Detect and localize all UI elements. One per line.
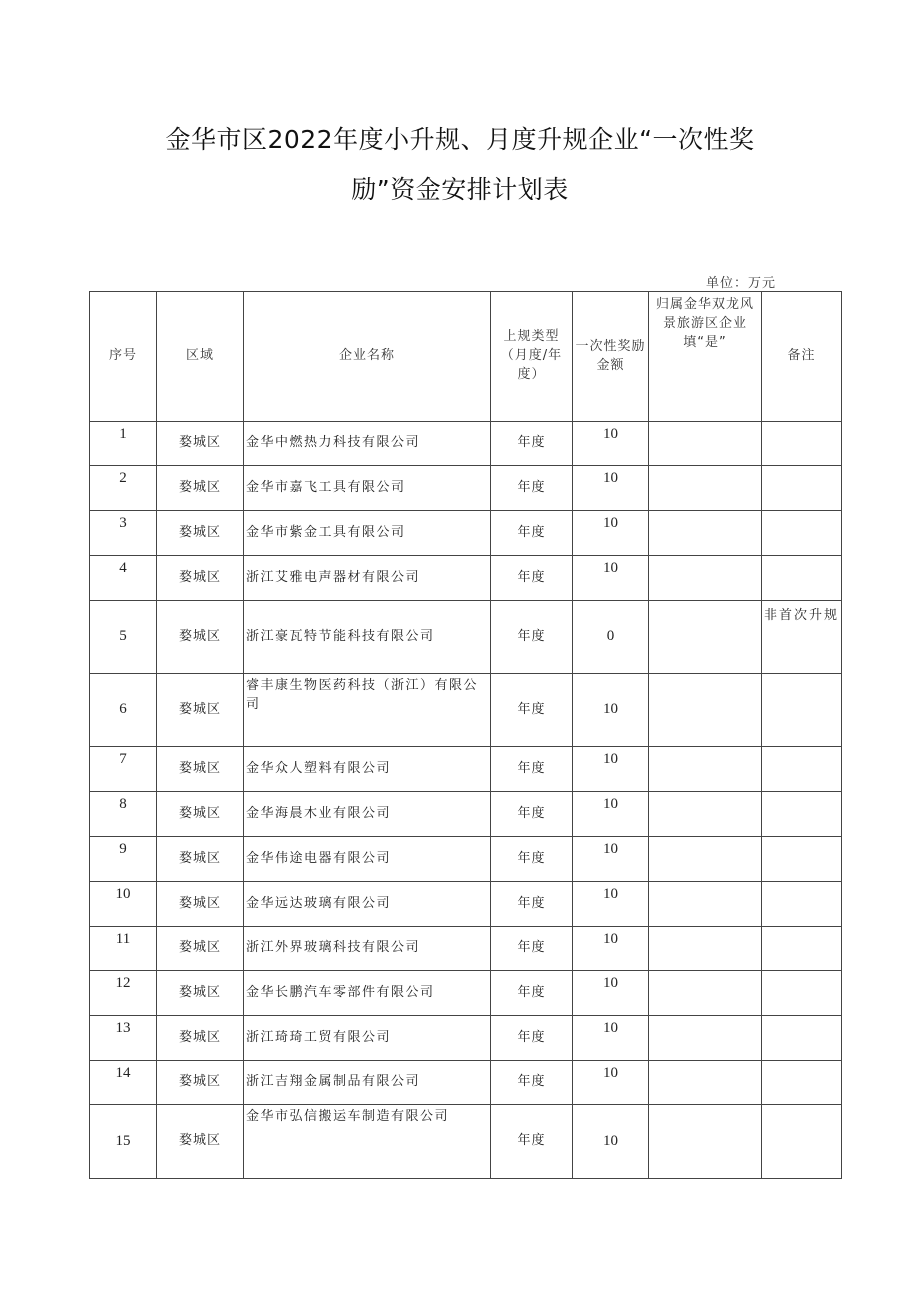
row-type: 年度 — [491, 837, 573, 882]
row-company: 金华市紫金工具有限公司 — [244, 511, 491, 556]
row-amount: 0 — [573, 601, 649, 674]
row-scenic — [649, 466, 762, 511]
row-type: 年度 — [491, 971, 573, 1016]
row-seq: 13 — [90, 1016, 157, 1061]
row-scenic — [649, 556, 762, 601]
row-scenic — [649, 674, 762, 747]
row-district: 婺城区 — [157, 1061, 244, 1105]
table-row — [90, 466, 842, 511]
row-amount: 10 — [573, 674, 649, 747]
row-scenic — [649, 927, 762, 971]
row-district: 婺城区 — [157, 601, 244, 674]
row-remark — [762, 882, 842, 927]
row-company: 金华众人塑料有限公司 — [244, 747, 491, 792]
header-seq: 序号 — [90, 292, 157, 422]
table-row — [90, 792, 842, 837]
row-scenic — [649, 837, 762, 882]
table-row — [90, 422, 842, 466]
table-row — [90, 511, 842, 556]
header-company: 企业名称 — [244, 292, 491, 422]
row-amount: 10 — [573, 1061, 649, 1105]
row-district: 婺城区 — [157, 466, 244, 511]
row-district: 婺城区 — [157, 747, 244, 792]
table-row — [90, 1061, 842, 1105]
row-remark — [762, 674, 842, 747]
table-row — [90, 882, 842, 927]
row-scenic — [649, 971, 762, 1016]
row-company: 浙江吉翔金属制品有限公司 — [244, 1061, 491, 1105]
table-row — [90, 927, 842, 971]
header-amount: 一次性奖励金额 — [573, 292, 649, 422]
row-remark — [762, 1105, 842, 1179]
row-seq: 12 — [90, 971, 157, 1016]
row-company: 金华长鹏汽车零部件有限公司 — [244, 971, 491, 1016]
row-remark — [762, 971, 842, 1016]
row-seq: 8 — [90, 792, 157, 837]
row-remark — [762, 927, 842, 971]
row-seq: 2 — [90, 466, 157, 511]
table-row — [90, 837, 842, 882]
row-scenic — [649, 747, 762, 792]
row-seq: 3 — [90, 511, 157, 556]
row-company: 睿丰康生物医药科技（浙江）有限公司 — [244, 674, 491, 747]
row-scenic — [649, 601, 762, 674]
table-row — [90, 601, 842, 674]
table-header-row — [90, 292, 842, 422]
row-amount: 10 — [573, 837, 649, 882]
row-seq: 7 — [90, 747, 157, 792]
row-amount: 10 — [573, 511, 649, 556]
row-amount: 10 — [573, 971, 649, 1016]
row-amount: 10 — [573, 882, 649, 927]
table-row — [90, 747, 842, 792]
row-remark — [762, 792, 842, 837]
row-seq: 9 — [90, 837, 157, 882]
row-district: 婺城区 — [157, 511, 244, 556]
document-title-line-2: 励”资金安排计划表 — [351, 175, 569, 204]
row-amount: 10 — [573, 1105, 649, 1179]
row-company: 金华中燃热力科技有限公司 — [244, 422, 491, 466]
row-remark — [762, 556, 842, 601]
row-seq: 1 — [90, 422, 157, 466]
row-amount: 10 — [573, 556, 649, 601]
row-remark — [762, 1061, 842, 1105]
row-type: 年度 — [491, 927, 573, 971]
row-type: 年度 — [491, 1061, 573, 1105]
row-district: 婺城区 — [157, 837, 244, 882]
header-scenic: 归属金华双龙风景旅游区企业填“是” — [649, 292, 762, 422]
row-scenic — [649, 511, 762, 556]
row-seq: 11 — [90, 927, 157, 971]
row-remark — [762, 511, 842, 556]
table-row — [90, 971, 842, 1016]
row-seq: 14 — [90, 1061, 157, 1105]
row-company: 浙江豪瓦特节能科技有限公司 — [244, 601, 491, 674]
row-type: 年度 — [491, 556, 573, 601]
table-row — [90, 1105, 842, 1179]
row-type: 年度 — [491, 674, 573, 747]
row-remark: 非首次升规 — [762, 601, 842, 674]
row-company: 浙江外界玻璃科技有限公司 — [244, 927, 491, 971]
row-scenic — [649, 1061, 762, 1105]
row-company: 金华伟途电器有限公司 — [244, 837, 491, 882]
unit-label: 单位：万元 — [706, 276, 777, 291]
row-district: 婺城区 — [157, 882, 244, 927]
table-row — [90, 674, 842, 747]
row-remark — [762, 1016, 842, 1061]
row-district: 婺城区 — [157, 422, 244, 466]
row-company: 金华远达玻璃有限公司 — [244, 882, 491, 927]
row-seq: 15 — [90, 1105, 157, 1179]
row-seq: 5 — [90, 601, 157, 674]
row-seq: 10 — [90, 882, 157, 927]
row-district: 婺城区 — [157, 971, 244, 1016]
row-company: 金华市弘信搬运车制造有限公司 — [244, 1105, 491, 1179]
row-company: 金华海晨木业有限公司 — [244, 792, 491, 837]
row-type: 年度 — [491, 422, 573, 466]
row-type: 年度 — [491, 511, 573, 556]
row-scenic — [649, 882, 762, 927]
row-amount: 10 — [573, 792, 649, 837]
row-seq: 4 — [90, 556, 157, 601]
row-amount: 10 — [573, 747, 649, 792]
row-type: 年度 — [491, 747, 573, 792]
row-district: 婺城区 — [157, 792, 244, 837]
header-type: 上规类型（月度/年度） — [491, 292, 573, 422]
header-district: 区域 — [157, 292, 244, 422]
row-amount: 10 — [573, 927, 649, 971]
row-seq: 6 — [90, 674, 157, 747]
table-row — [90, 1016, 842, 1061]
row-type: 年度 — [491, 601, 573, 674]
row-scenic — [649, 422, 762, 466]
row-amount: 10 — [573, 1016, 649, 1061]
row-district: 婺城区 — [157, 674, 244, 747]
document-title-line-1: 金华市区2022年度小升规、月度升规企业“一次性奖 — [165, 125, 755, 154]
row-district: 婺城区 — [157, 1105, 244, 1179]
row-remark — [762, 747, 842, 792]
row-type: 年度 — [491, 466, 573, 511]
row-type: 年度 — [491, 1105, 573, 1179]
row-district: 婺城区 — [157, 927, 244, 971]
row-scenic — [649, 1016, 762, 1061]
row-type: 年度 — [491, 1016, 573, 1061]
row-remark — [762, 466, 842, 511]
row-scenic — [649, 1105, 762, 1179]
row-amount: 10 — [573, 422, 649, 466]
row-scenic — [649, 792, 762, 837]
reward-plan-table — [89, 291, 842, 1179]
row-remark — [762, 422, 842, 466]
row-type: 年度 — [491, 882, 573, 927]
header-remark: 备注 — [762, 292, 842, 422]
row-amount: 10 — [573, 466, 649, 511]
table-row — [90, 556, 842, 601]
row-remark — [762, 837, 842, 882]
row-type: 年度 — [491, 792, 573, 837]
row-district: 婺城区 — [157, 556, 244, 601]
row-company: 浙江琦琦工贸有限公司 — [244, 1016, 491, 1061]
row-company: 金华市嘉飞工具有限公司 — [244, 466, 491, 511]
row-company: 浙江艾雅电声器材有限公司 — [244, 556, 491, 601]
row-district: 婺城区 — [157, 1016, 244, 1061]
